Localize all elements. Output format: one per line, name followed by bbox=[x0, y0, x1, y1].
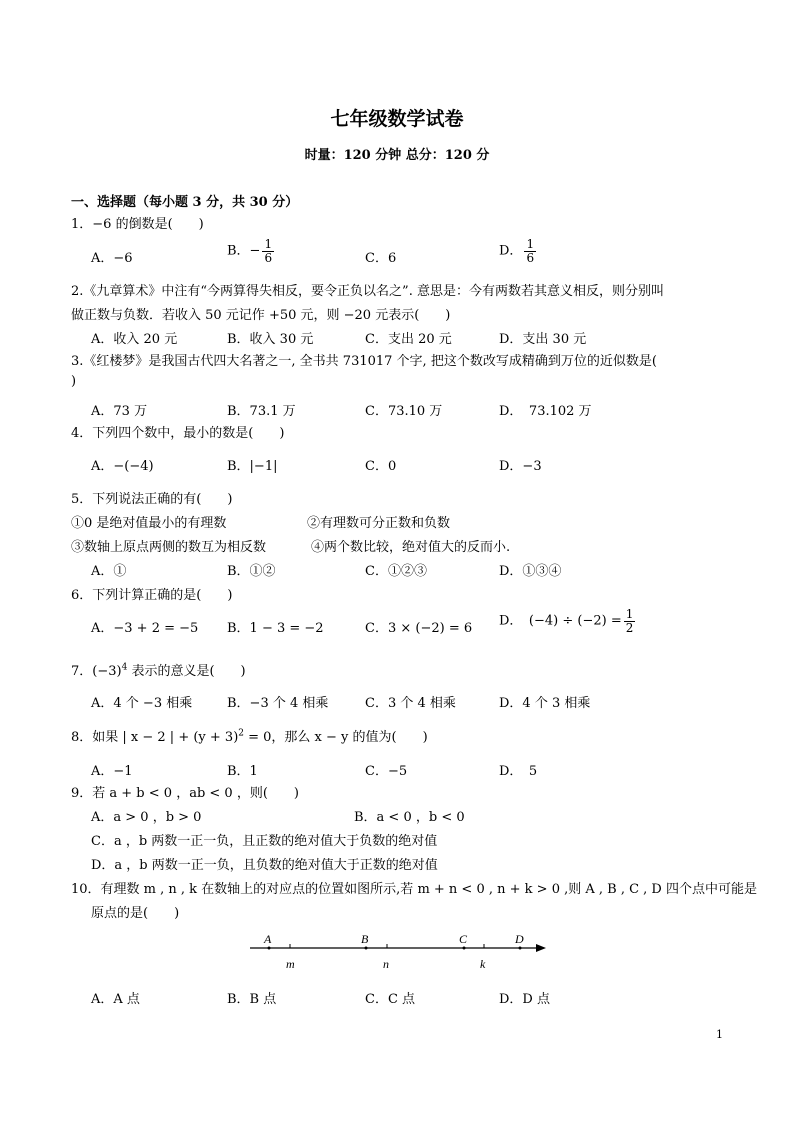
q1-option-d-prefix: D． bbox=[499, 243, 523, 259]
question-8-stem bbox=[71, 726, 428, 745]
point-d-dot bbox=[519, 947, 522, 950]
number-line-figure bbox=[240, 928, 560, 976]
q3-option-b: B．73.1 万 bbox=[227, 404, 296, 419]
q9-option-c: C．a ，b 两数一正一负，且正数的绝对值大于负数的绝对值 bbox=[91, 834, 438, 849]
q7-stem-rest: 表示的意义是( ) bbox=[127, 664, 246, 679]
q5-option-a: A．① bbox=[91, 564, 127, 579]
q10-option-c: C．C 点 bbox=[365, 992, 416, 1007]
question-4-stem: 4．下列四个数中，最小的数是( ) bbox=[71, 426, 285, 441]
question-10-line2: 原点的是( ) bbox=[91, 906, 180, 921]
q7-option-a: A．4 个 −3 相乘 bbox=[91, 696, 193, 711]
q7-option-c: C．3 个 4 相乘 bbox=[365, 696, 456, 711]
q1-option-b-prefix: B．− bbox=[227, 243, 261, 259]
question-5-stem: 5．下列说法正确的有( ) bbox=[71, 492, 233, 507]
q5-statement-4: ④两个数比较，绝对值大的反而小. bbox=[311, 540, 511, 555]
q2-option-b: B．收入 30 元 bbox=[227, 332, 314, 347]
q5-statement-2: ②有理数可分正数和负数 bbox=[307, 516, 451, 531]
q1-d-denominator: 6 bbox=[526, 250, 535, 265]
q6-option-b: B．1 − 3 = −2 bbox=[227, 621, 324, 636]
q5-option-c: C．①②③ bbox=[365, 564, 427, 579]
question-2-line2: 做正数与负数．若收入 50 元记作 +50 元，则 −20 元表示( ) bbox=[71, 308, 451, 323]
q6-option-d bbox=[499, 608, 635, 634]
q10-option-d: D．D 点 bbox=[499, 992, 550, 1007]
label-c: C bbox=[459, 932, 468, 946]
q1-option-d bbox=[499, 238, 536, 264]
q5-statement-3: ③数轴上原点两侧的数互为相反数 bbox=[71, 540, 267, 555]
q9-option-a: A．a > 0 ，b > 0 bbox=[91, 810, 202, 825]
question-1-stem: 1．−6 的倒数是( ) bbox=[71, 217, 204, 232]
q1-b-denominator: 6 bbox=[264, 250, 273, 265]
q8-stem-left: 8．如果 | x − 2 | + (y + 3) bbox=[71, 730, 239, 745]
label-m: m bbox=[286, 957, 295, 971]
q6-option-c: C．3 × (−2) = 6 bbox=[365, 621, 473, 636]
exam-info: 时量：120 分钟 总分：120 分 bbox=[304, 148, 490, 163]
q1-d-numerator: 1 bbox=[526, 237, 535, 251]
q8-option-d: D． 5 bbox=[499, 764, 538, 779]
label-b: B bbox=[361, 932, 369, 946]
q7-stem-base: 7．(−3) bbox=[71, 664, 122, 679]
q2-option-d: D．支出 30 元 bbox=[499, 332, 587, 347]
q6-d-denominator: 2 bbox=[625, 620, 634, 635]
point-b-dot bbox=[365, 947, 368, 950]
number-line-arrow bbox=[536, 944, 546, 952]
q6-option-d-prefix: D． (−4) ÷ (−2) = bbox=[499, 613, 622, 629]
q8-option-c: C．−5 bbox=[365, 764, 408, 779]
q10-option-a: A．A 点 bbox=[91, 992, 140, 1007]
page-number: 1 bbox=[716, 1028, 723, 1041]
q5-option-b: B．①② bbox=[227, 564, 276, 579]
q1-b-numerator: 1 bbox=[264, 237, 273, 251]
point-c-dot bbox=[463, 947, 466, 950]
q3-option-c: C．73.10 万 bbox=[365, 404, 443, 419]
label-n: n bbox=[383, 957, 389, 971]
q4-option-b: B．|−1| bbox=[227, 459, 278, 474]
q8-option-a: A．−1 bbox=[91, 764, 133, 779]
q7-option-d: D．4 个 3 相乘 bbox=[499, 696, 591, 711]
question-6-stem: 6．下列计算正确的是( ) bbox=[71, 588, 233, 603]
question-10-line1: 10．有理数 m , n , k 在数轴上的对应点的位置如图所示,若 m + n < 0 , n + k > 0 ,则 A , B , C , D 四个点中可能是 bbox=[71, 882, 757, 897]
q8-stem-exponent: 2 bbox=[238, 728, 244, 739]
q7-stem-exponent: 4 bbox=[121, 662, 128, 673]
q4-option-a: A．−(−4) bbox=[91, 459, 154, 474]
q1-option-b bbox=[227, 238, 274, 264]
q6-option-a: A．−3 + 2 = −5 bbox=[91, 621, 199, 636]
q10-option-b: B．B 点 bbox=[227, 992, 277, 1007]
question-3-line1: 3.《红楼梦》是我国古代四大名著之一, 全书共 731017 个字, 把这个数改写成精确到万位的近似数是( bbox=[71, 354, 657, 369]
page-title: 七年级数学试卷 bbox=[330, 108, 464, 130]
q8-option-b: B．1 bbox=[227, 764, 258, 779]
q4-option-d: D．−3 bbox=[499, 459, 542, 474]
section-heading: 一、选择题（每小题 3 分，共 30 分） bbox=[71, 195, 299, 210]
question-2-line1: 2.《九章算术》中注有“今两算得失相反，要令正负以名之”. 意思是：今有两数若其意义相反，则分别叫 bbox=[71, 284, 664, 299]
q8-stem-right: = 0，那么 x − y 的值为( ) bbox=[244, 730, 428, 745]
label-d: D bbox=[515, 932, 524, 946]
q1-option-b-fraction bbox=[262, 238, 274, 264]
label-a: A bbox=[264, 932, 272, 946]
question-9-stem: 9．若 a + b < 0 ，ab < 0 ，则( ) bbox=[71, 786, 299, 801]
q3-option-d: D． 73.102 万 bbox=[499, 404, 592, 419]
q1-option-d-fraction bbox=[524, 238, 536, 264]
question-7-stem bbox=[71, 660, 246, 679]
q9-option-d: D．a ，b 两数一正一负，且负数的绝对值大于正数的绝对值 bbox=[91, 858, 438, 873]
q2-option-a: A．收入 20 元 bbox=[91, 332, 178, 347]
q1-option-c: C．6 bbox=[365, 251, 397, 266]
q5-option-d: D．①③④ bbox=[499, 564, 562, 579]
question-3-line2: ) bbox=[71, 374, 77, 389]
q4-option-c: C．0 bbox=[365, 459, 397, 474]
q7-option-b: B．−3 个 4 相乘 bbox=[227, 696, 329, 711]
q6-option-d-fraction bbox=[624, 608, 636, 634]
q6-d-numerator: 1 bbox=[625, 607, 634, 621]
label-k: k bbox=[480, 957, 486, 971]
q9-option-b: B．a < 0 ，b < 0 bbox=[354, 810, 465, 825]
q2-option-c: C．支出 20 元 bbox=[365, 332, 452, 347]
point-a-dot bbox=[268, 947, 271, 950]
q5-statement-1: ①0 是绝对值最小的有理数 bbox=[71, 516, 227, 531]
q1-option-a: A．−6 bbox=[91, 251, 133, 266]
q3-option-a: A．73 万 bbox=[91, 404, 148, 419]
